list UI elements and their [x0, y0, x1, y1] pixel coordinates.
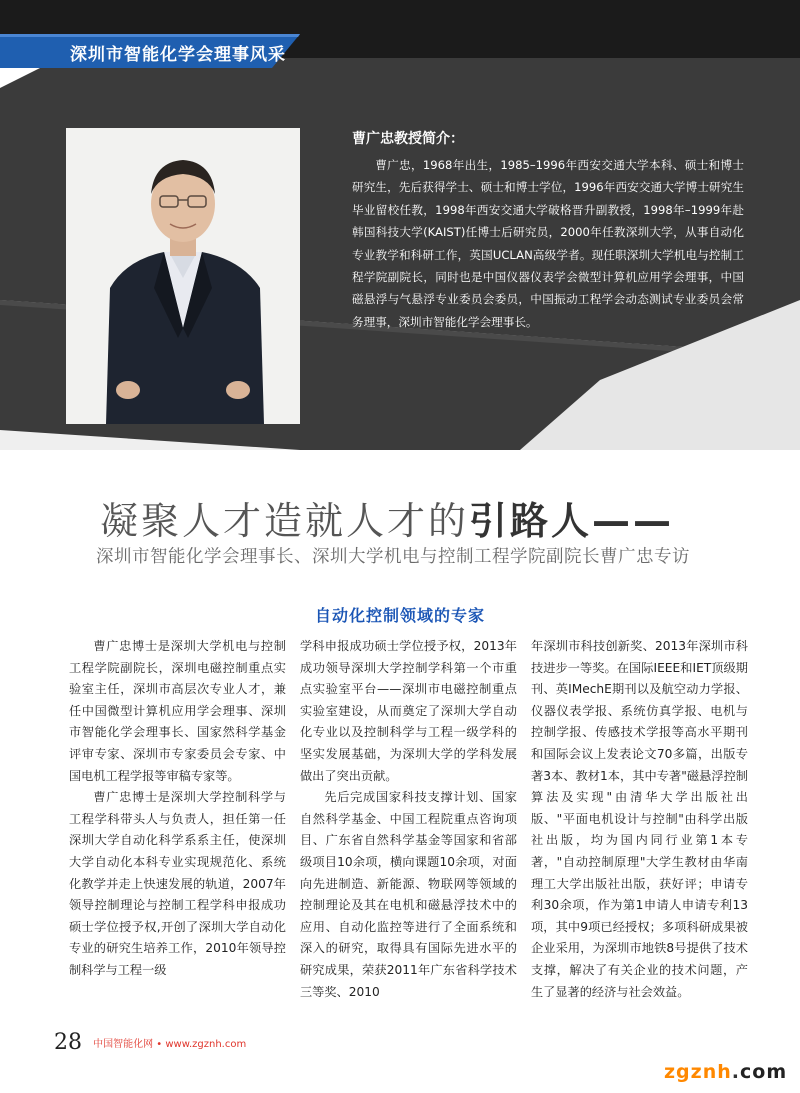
headline-part2: 引路人——	[469, 499, 675, 543]
paragraph: 曹广忠博士是深圳大学控制科学与工程学科带头人与负责人，担任第一任深圳大学自动化科学系系主任，使深圳大学自动化本科专业实现规范化、系统化教学并走上快速发展的轨道，2007年领导控制理论与控制工程学科申报成功硕士学位授予权,开创了深圳大学自动化专业的研究生培养工作，2010年领导控制科学与工程一级	[69, 790, 286, 977]
paragraph: 先后完成国家科技支撑计划、国家自然科学基金、中国工程院重点咨询项目、广东省自然科学基金等国家和省部级项目10余项，横向课题10余项，对面向先进制造、新能源、物联网等领域的控制理论及其在电机和磁悬浮技术中的应用、自动化监控等进行了全面系统和深入的研究，取得具有国际先进水平的研究成果，荣获2011年广东省科学技术三等奖、2010	[300, 790, 517, 999]
column-1	[69, 636, 286, 1006]
bio-intro	[352, 128, 744, 333]
watermark-brand: zgznh	[664, 1061, 732, 1083]
watermark-dot: .	[731, 1061, 740, 1083]
paragraph: 学科申报成功硕士学位授予权，2013年成功领导深圳大学控制学科第一个市重点实验室平台——深圳市电磁控制重点实验室建设，从而奠定了深圳大学自动化专业以及控制科学与工程一级学科的坚实发展基础，为深圳大学的学科发展做出了突出贡献。	[300, 639, 517, 783]
section-banner	[0, 34, 300, 68]
site-watermark	[664, 1061, 787, 1083]
section-banner-label: 深圳市智能化学会理事风采	[70, 45, 286, 65]
watermark-tld: com	[740, 1061, 788, 1083]
page-number: 28	[54, 1030, 82, 1055]
article-subheadline: 深圳市智能化学会理事长、深圳大学机电与控制工程学院副院长曹广忠专访	[96, 547, 690, 567]
column-3	[531, 636, 748, 1006]
section-heading: 自动化控制领域的专家	[314, 606, 485, 625]
paragraph: 曹广忠博士是深圳大学机电与控制工程学院副院长，深圳电磁控制重点实验室主任，深圳市高层次专业人才，兼任中国微型计算机应用学会理事、深圳市智能化学会理事长、国家然科学基金评审专家、深圳市专家委员会专家、中国电机工程学报等审稿专家等。	[69, 639, 286, 783]
column-2	[300, 636, 517, 1006]
paragraph: 年深圳市科技创新奖、2013年深圳市科技进步一等奖。在国际IEEE和IET顶级期刊、英IMechE期刊以及航空动力学报、仪器仪表学报、系统仿真学报、电机与控制学报、传感技术学报等高水平期刊和国际会议上发表论文70多篇，出版专著3本、教材1本，其中专著"磁悬浮控制算法及实现"由清华大学出版社出版、"平面电机设计与控制"由科学出版社出版，均为国内同行业第1本专著，"自动控制原理"大学生教材由华南理工大学出版社出版，获好评；申请专利30余项，作为第1申请人申请专利13项，其中9项已经授权；多项科研成果被企业采用，为深圳市地铁8号提供了技术支撑，解决了有关企业的技术问题，产生了显著的经济与社会效益。	[531, 639, 748, 999]
portrait-photo	[66, 128, 300, 424]
headline-part1: 凝聚人才造就人才的	[100, 499, 470, 543]
article-headline	[100, 490, 740, 545]
article-columns	[69, 636, 749, 1006]
page-footer	[54, 1030, 246, 1054]
footer-site-link[interactable]: 中国智能化网 • www.zgznh.com	[93, 1039, 247, 1050]
bio-intro-body: 曹广忠，1968年出生，1985–1996年西安交通大学本科、硕士和博士研究生，先后获得学士、硕士和博士学位，1996年西安交通大学博士研究生毕业留校任教，1998年西安交通大学破格晋升副教授，1998年–1999年赴韩国科技大学(KAIST)任博士后研究员，2000年任教深圳大学，从事自动化专业教学和科研工作，英国UCLAN高级学者。现任职深圳大学机电与控制工程学院副院长，同时也是中国仪器仪表学会微型计算机应用学会理事，中国磁悬浮与气悬浮专业委员会委员，中国振动工程学会动态测试专业委员会常务理事，深圳市智能化学会理事长。	[352, 158, 744, 329]
bio-intro-title: 曹广忠教授简介：	[352, 131, 464, 147]
